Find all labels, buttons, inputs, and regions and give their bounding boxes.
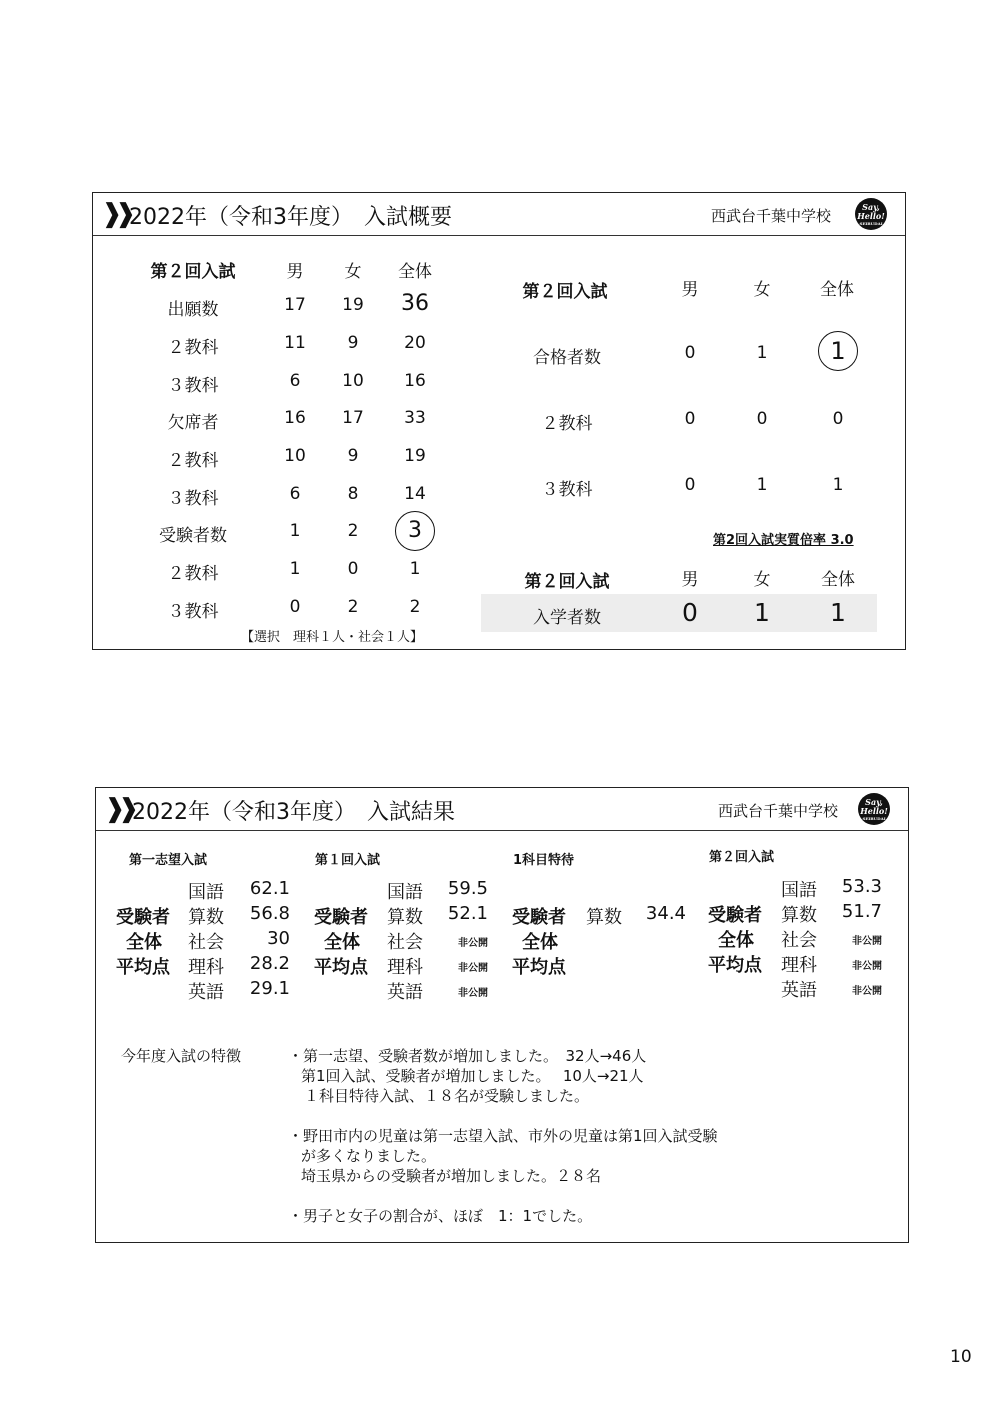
- row-value: 0: [682, 598, 698, 627]
- table-header-male: 男: [681, 570, 699, 590]
- row-label: ２教科: [167, 564, 219, 584]
- exam-name: 1科目特待: [513, 853, 575, 868]
- row-value: 0: [347, 559, 359, 579]
- slide-title: 2022年（令和3年度） 入試概要: [129, 205, 452, 230]
- subject-name: 英語: [387, 982, 423, 1003]
- feature-line: ・男子と女子の割合が、ほぼ 1：1でした。: [288, 1207, 593, 1225]
- subject-name: 国語: [387, 882, 423, 903]
- row-value: 6: [289, 371, 301, 391]
- chevron-right-icon: ❱❱: [101, 199, 129, 229]
- subject-score: 28.2: [249, 953, 290, 974]
- subject-name: 算数: [586, 907, 622, 928]
- subject-name: 社会: [387, 932, 423, 953]
- feature-line: 第1回入試、受験者が増加しました。 10人→21人: [301, 1067, 644, 1085]
- table-header-female: 女: [753, 280, 771, 300]
- row-value: 0: [684, 343, 696, 363]
- school-logo: Say, Hello! SEIBUDAI: [858, 793, 890, 825]
- subject-name: 算数: [781, 905, 817, 926]
- subject-name: 理科: [387, 957, 423, 978]
- row-total: 0: [832, 409, 844, 429]
- row-value: 1: [289, 521, 301, 541]
- row-value: 0: [684, 475, 696, 495]
- subject-score: 非公開: [852, 961, 882, 972]
- subject-name: 算数: [188, 907, 224, 928]
- row-value: 1: [756, 343, 768, 363]
- row-value: 9: [347, 446, 359, 466]
- row-label: 出願数: [167, 300, 219, 320]
- row-value: 6: [289, 484, 301, 504]
- slide-admission-results: [95, 787, 909, 1243]
- table-header-total: 全体: [820, 280, 854, 300]
- row-label: ３教科: [167, 602, 219, 622]
- table-header-female: 女: [753, 570, 771, 590]
- row-label-examinees: 受験者: [116, 907, 170, 928]
- table-header-total: 全体: [398, 262, 432, 282]
- row-total: 1: [832, 475, 844, 495]
- feature-line: ・野田市内の児童は第一志望入試、市外の児童は第1回入試受験: [288, 1127, 718, 1145]
- subject-score: 56.8: [249, 903, 290, 924]
- subject-name: 算数: [387, 907, 423, 928]
- row-label: ３教科: [167, 489, 219, 509]
- row-value: 1: [289, 559, 301, 579]
- subject-score: 59.5: [447, 878, 488, 899]
- subject-score: 非公開: [458, 988, 488, 999]
- row-label: ３教科: [167, 376, 219, 396]
- subject-score: 34.4: [645, 903, 686, 924]
- features-label: 今年度入試の特徴: [121, 1047, 242, 1065]
- row-label-overall: 全体: [126, 932, 162, 953]
- row-total: 1: [409, 559, 421, 579]
- row-label: ２教科: [541, 414, 593, 434]
- row-label-examinees: 受験者: [512, 907, 566, 928]
- subject-score: 非公開: [852, 936, 882, 947]
- school-name: 西武台千葉中学校: [711, 207, 832, 225]
- row-value: 1: [754, 598, 770, 627]
- row-label-average: 平均点: [314, 957, 368, 978]
- row-label-examinees: 受験者: [708, 905, 762, 926]
- row-total: 33: [404, 408, 426, 428]
- circled-total: 3: [395, 511, 435, 551]
- row-value: 0: [289, 597, 301, 617]
- subject-name: 社会: [781, 930, 817, 951]
- row-value: 17: [284, 295, 306, 315]
- row-total: 1: [830, 598, 846, 627]
- subject-score: 非公開: [458, 963, 488, 974]
- subject-score: 62.1: [249, 878, 290, 899]
- slide-admission-overview: [92, 192, 906, 650]
- chevron-right-icon: ❱❱: [104, 794, 132, 824]
- table-header-exam: 第２回入試: [522, 282, 608, 302]
- row-label-overall: 全体: [718, 930, 754, 951]
- page-number: 10: [950, 1347, 972, 1367]
- row-total: 2: [409, 597, 421, 617]
- exam-name: 第２回入試: [709, 850, 775, 865]
- row-value: 2: [347, 597, 359, 617]
- subject-name: 理科: [781, 955, 817, 976]
- subject-name: 理科: [188, 957, 224, 978]
- feature-line: が多くなりました。: [301, 1147, 437, 1165]
- exam-name: 第一志望入試: [129, 853, 208, 868]
- subject-name: 英語: [188, 982, 224, 1003]
- school-name: 西武台千葉中学校: [718, 802, 839, 820]
- row-label: 受験者数: [159, 526, 227, 546]
- subject-score: 52.1: [447, 903, 488, 924]
- feature-line: １科目特待入試、１８名が受験しました。: [304, 1087, 590, 1105]
- row-label: ３教科: [541, 480, 593, 500]
- row-value: 11: [284, 333, 306, 353]
- slide-title: 2022年（令和3年度） 入試結果: [132, 800, 455, 825]
- table-header-exam: 第２回入試: [150, 262, 236, 282]
- slide-header: [93, 193, 905, 236]
- row-label: 入学者数: [533, 608, 601, 628]
- subject-score: 非公開: [458, 938, 488, 949]
- school-logo: Say, Hello! SEIBUDAI: [855, 198, 887, 230]
- row-value: 16: [284, 408, 306, 428]
- table-header-total: 全体: [821, 570, 855, 590]
- row-label-average: 平均点: [116, 957, 170, 978]
- subject-score: 53.3: [841, 876, 882, 897]
- slide-header: [96, 788, 908, 831]
- row-value: 1: [756, 475, 768, 495]
- elective-note: 【選択 理科１人・社会１人】: [241, 630, 424, 645]
- subject-score: 29.1: [249, 978, 290, 999]
- row-value: 0: [684, 409, 696, 429]
- feature-line: 埼玉県からの受験者が増加しました。２８名: [301, 1167, 602, 1185]
- row-total: 36: [401, 291, 429, 316]
- row-label-examinees: 受験者: [314, 907, 368, 928]
- ratio-note: 第2回入試実質倍率 3.0: [713, 533, 854, 548]
- row-total: 20: [404, 333, 426, 353]
- row-label-overall: 全体: [522, 932, 558, 953]
- table-header-male: 男: [681, 280, 699, 300]
- row-value: 2: [347, 521, 359, 541]
- subject-name: 社会: [188, 932, 224, 953]
- subject-score: 30: [267, 928, 290, 949]
- row-label: ２教科: [167, 338, 219, 358]
- row-total: 14: [404, 484, 426, 504]
- subject-name: 国語: [188, 882, 224, 903]
- row-total: 16: [404, 371, 426, 391]
- row-label-average: 平均点: [708, 955, 762, 976]
- row-label-overall: 全体: [324, 932, 360, 953]
- subject-name: 国語: [781, 880, 817, 901]
- table-header-exam: 第２回入試: [524, 572, 610, 592]
- row-value: 0: [756, 409, 768, 429]
- row-total: 19: [404, 446, 426, 466]
- exam-name: 第１回入試: [315, 853, 381, 868]
- row-label: ２教科: [167, 451, 219, 471]
- row-value: 9: [347, 333, 359, 353]
- row-label: 合格者数: [533, 348, 601, 368]
- row-value: 19: [342, 295, 364, 315]
- table-header-male: 男: [286, 262, 304, 282]
- row-value: 17: [342, 408, 364, 428]
- table-header-female: 女: [344, 262, 362, 282]
- row-label: 欠席者: [167, 413, 219, 433]
- feature-line: ・第一志望、受験者数が増加しました。 32人→46人: [288, 1047, 647, 1065]
- subject-score: 非公開: [852, 986, 882, 997]
- row-value: 10: [284, 446, 306, 466]
- subject-name: 英語: [781, 980, 817, 1001]
- row-value: 8: [347, 484, 359, 504]
- subject-score: 51.7: [841, 901, 882, 922]
- circled-total: 1: [818, 331, 858, 371]
- row-label-average: 平均点: [512, 957, 566, 978]
- row-value: 10: [342, 371, 364, 391]
